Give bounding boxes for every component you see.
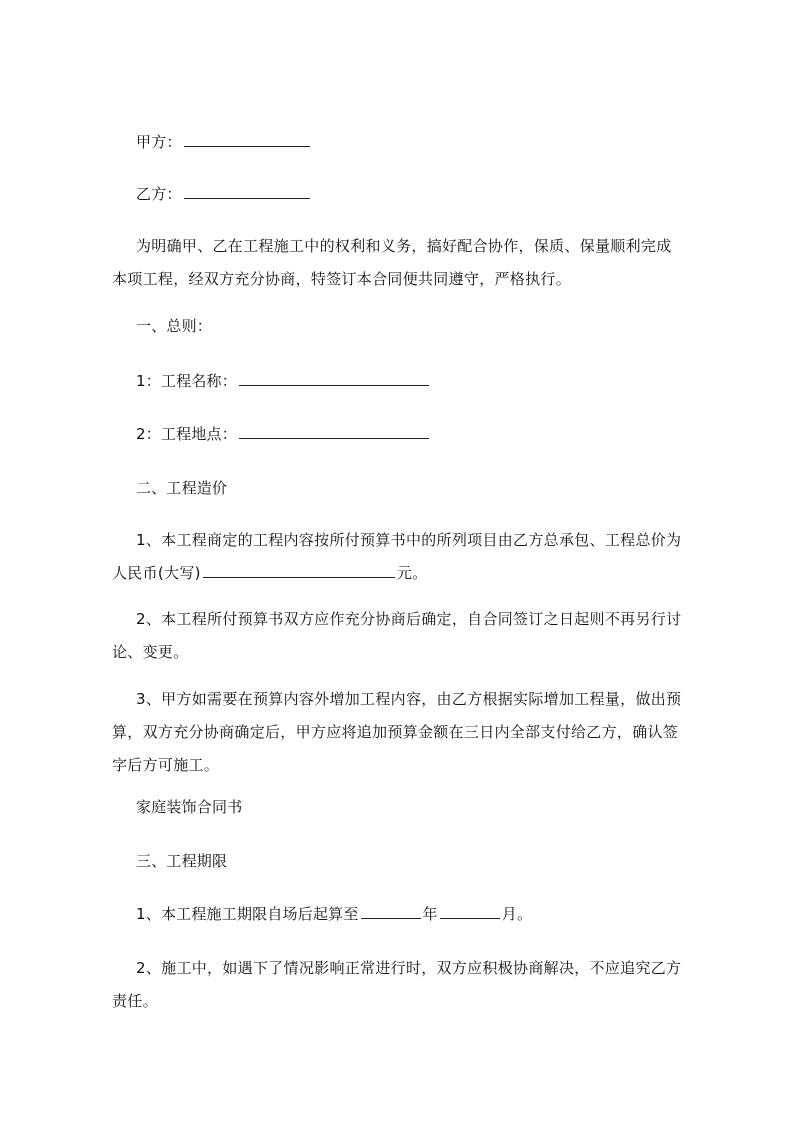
party-a-blank bbox=[184, 132, 310, 147]
price-clause-1-line-2-suffix: 元。 bbox=[396, 564, 428, 582]
period-clause-1-prefix: 1、本工程施工期限自场后起算至 bbox=[136, 905, 359, 923]
price-clause-3 bbox=[112, 683, 712, 782]
price-clause-1-line-1: 1、本工程商定的工程内容按所付预算书中的所列项目由乙方总承包、工程总价为 bbox=[136, 531, 682, 549]
project-location-line bbox=[136, 424, 716, 444]
price-clause-2-line-2: 论、变更。 bbox=[112, 643, 189, 661]
period-month-label: 月。 bbox=[501, 905, 533, 923]
document-title: 家庭装饰合同书 bbox=[136, 798, 243, 816]
preamble-line-2: 本项工程，经双方充分协商，特签订本合同便共同遵守，严格执行。 bbox=[112, 270, 572, 288]
price-clause-1-line-2-prefix: 人民币(大写) bbox=[112, 564, 201, 582]
price-amount-blank bbox=[203, 563, 395, 578]
party-b-line bbox=[136, 184, 716, 204]
project-location-blank bbox=[239, 424, 429, 439]
section3-heading: 三、工程期限 bbox=[136, 852, 228, 870]
price-clause-3-line-3: 字后方可施工。 bbox=[112, 756, 220, 774]
section2-heading: 二、工程造价 bbox=[136, 479, 228, 497]
period-clause-2 bbox=[112, 952, 712, 1018]
period-year-blank bbox=[361, 904, 421, 919]
party-a-line bbox=[136, 132, 716, 152]
project-name-line bbox=[136, 371, 716, 391]
price-clause-3-line-1: 3、甲方如需要在预算内容外增加工程内容，由乙方根据实际增加工程量，做出预 bbox=[136, 690, 682, 708]
project-location-label: 2：工程地点： bbox=[136, 425, 237, 443]
period-month-blank bbox=[440, 904, 500, 919]
price-clause-1 bbox=[112, 524, 712, 590]
period-clause-2-line-2: 责任。 bbox=[112, 992, 158, 1010]
period-year-label: 年 bbox=[422, 905, 438, 923]
section1-heading: 一、总则： bbox=[136, 317, 213, 335]
period-clause-1 bbox=[136, 904, 716, 924]
project-name-blank bbox=[239, 371, 429, 386]
party-b-label: 乙方： bbox=[136, 185, 182, 203]
party-b-blank bbox=[184, 184, 310, 199]
period-clause-2-line-1: 2、施工中，如遇下了情况影响正常进行时，双方应积极协商解决，不应追究乙方 bbox=[136, 959, 682, 977]
price-clause-3-line-2: 算，双方充分协商确定后，甲方应将追加预算金额在三日内全部支付给乙方，确认签 bbox=[112, 723, 679, 741]
project-name-label: 1：工程名称： bbox=[136, 372, 237, 390]
price-clause-2-line-1: 2、本工程所付预算书双方应作充分协商后确定，自合同签订之日起则不再另行讨 bbox=[136, 610, 682, 628]
price-clause-2 bbox=[112, 603, 712, 669]
preamble-paragraph bbox=[112, 230, 712, 296]
party-a-label: 甲方： bbox=[136, 133, 182, 151]
preamble-line-1: 为明确甲、乙在工程施工中的权利和义务，搞好配合协作，保质、保量顺利完成 bbox=[136, 237, 672, 255]
